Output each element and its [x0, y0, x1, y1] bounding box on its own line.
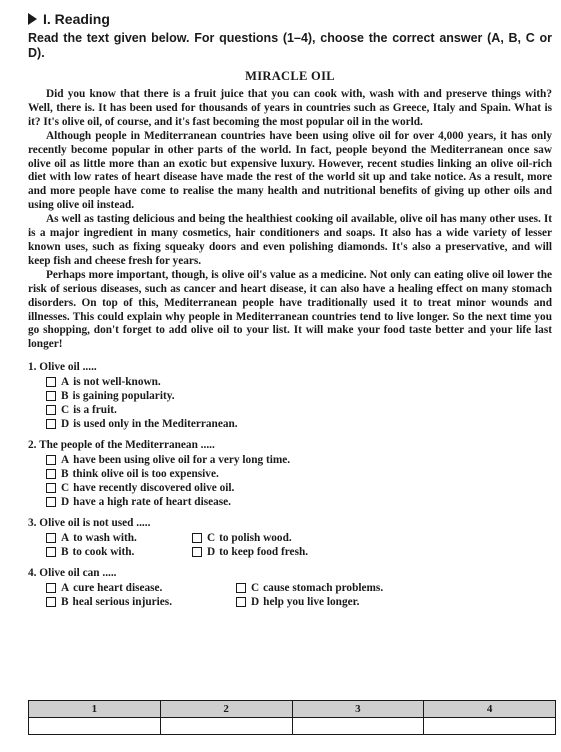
- checkbox-icon[interactable]: [46, 547, 56, 557]
- question-stem: 2. The people of the Mediterranean .....: [28, 439, 215, 452]
- checkbox-icon[interactable]: [46, 455, 56, 465]
- checkbox-icon[interactable]: [236, 583, 246, 593]
- option-2b[interactable]: B think olive oil is too expensive.: [46, 467, 552, 481]
- option-1d[interactable]: D is used only in the Mediterranean.: [46, 417, 552, 431]
- answer-cell-3[interactable]: [292, 718, 424, 735]
- checkbox-icon[interactable]: [46, 483, 56, 493]
- option-4a[interactable]: A cure heart disease.: [46, 581, 236, 595]
- answer-cell-4[interactable]: [424, 718, 556, 735]
- option-3d[interactable]: D to keep food fresh.: [192, 545, 392, 559]
- question-1: [28, 360, 552, 431]
- paragraph-3: As well as tasting delicious and being the healthiest cooking oil available, olive oil has many other uses. It is a major ingredient in many cosmetics, hair conditioners and soaps. It also has a wide variety of lesser known uses, such as fixing squeaky doors and even polishing diamonds. It's also a preservative, and will keep fish and cheese fresh for years.: [28, 213, 552, 267]
- option-1b[interactable]: B is gaining popularity.: [46, 389, 552, 403]
- question-4: [28, 566, 552, 609]
- option-3b[interactable]: B to cook with.: [46, 545, 192, 559]
- checkbox-icon[interactable]: [46, 469, 56, 479]
- option-3c[interactable]: C to polish wood.: [192, 531, 392, 545]
- option-4d[interactable]: D help you live longer.: [236, 595, 436, 609]
- question-stem: 1. Olive oil .....: [28, 361, 97, 374]
- answer-header-1: 1: [29, 701, 161, 718]
- option-1a[interactable]: A is not well-known.: [46, 375, 552, 389]
- option-2c[interactable]: C have recently discovered olive oil.: [46, 481, 552, 495]
- paragraph-1: Did you know that there is a fruit juice that you can cook with, wash with and preserve things with? Well, there is. It has been used for thousands of years in countries such as Greece, Italy and Spain. What is it? It's olive oil, of course, and it's fast becoming the most popular oil in the world.: [28, 88, 552, 128]
- option-2d[interactable]: D have a high rate of heart disease.: [46, 495, 552, 509]
- question-stem: 4. Olive oil can .....: [28, 567, 117, 580]
- section-heading: [28, 10, 552, 28]
- checkbox-icon[interactable]: [46, 533, 56, 543]
- checkbox-icon[interactable]: [46, 405, 56, 415]
- option-4c[interactable]: C cause stomach problems.: [236, 581, 436, 595]
- checkbox-icon[interactable]: [46, 377, 56, 387]
- checkbox-icon[interactable]: [192, 547, 202, 557]
- text-title: MIRACLE OIL: [245, 69, 335, 83]
- checkbox-icon[interactable]: [46, 583, 56, 593]
- checkbox-icon[interactable]: [192, 533, 202, 543]
- play-triangle-icon: [28, 13, 37, 25]
- question-3: [28, 516, 552, 559]
- option-3a[interactable]: A to wash with.: [46, 531, 192, 545]
- questions: [28, 360, 552, 609]
- answer-cell-2[interactable]: [160, 718, 292, 735]
- answer-header-3: 3: [292, 701, 424, 718]
- section-heading-label: I. Reading: [43, 11, 110, 27]
- paragraph-4: Perhaps more important, though, is olive oil's value as a medicine. Not only can eating olive oil lower the risk of serious diseases, such as cancer and heart disease, it can also have a healing effect on many stomach disorders. On top of this, Mediterranean people have traditionally used it to treat minor wounds and illnesses. This could explain why people in Mediterranean countries tend to live longer. So the next time you go shopping, don't forget to add olive oil to your list. It will make your food taste better and your life last longer!: [28, 268, 552, 351]
- answer-header-4: 4: [424, 701, 556, 718]
- option-2a[interactable]: A have been using olive oil for a very long time.: [46, 453, 552, 467]
- answer-header-2: 2: [160, 701, 292, 718]
- checkbox-icon[interactable]: [46, 497, 56, 507]
- answer-row: [29, 718, 556, 735]
- answer-table-header: [29, 701, 556, 718]
- question-stem: 3. Olive oil is not used .....: [28, 517, 151, 530]
- answer-cell-1[interactable]: [29, 718, 161, 735]
- checkbox-icon[interactable]: [46, 597, 56, 607]
- checkbox-icon[interactable]: [236, 597, 246, 607]
- paragraph-2: Although people in Mediterranean countries have been using olive oil for over 4,000 years, it has only recently become popular in other parts of the world. In fact, people beyond the Mediterranean once saw olive oil as little more than an exotic but expensive luxury. However, recent studies linking an olive oil-rich diet with low rates of heart disease have made the rest of the world sit up and take notice. As a result, more and more people have come to realise the many health and nutritional benefits of giving up other oils and using olive oil instead.: [28, 129, 552, 212]
- checkbox-icon[interactable]: [46, 419, 56, 429]
- option-4b[interactable]: B heal serious injuries.: [46, 595, 236, 609]
- worksheet: [28, 10, 552, 616]
- question-2: [28, 438, 552, 509]
- option-1c[interactable]: C is a fruit.: [46, 403, 552, 417]
- checkbox-icon[interactable]: [46, 391, 56, 401]
- instructions: Read the text given below. For questions (1–4), choose the correct answer (A, B, C or D).: [28, 31, 552, 60]
- answer-table: [28, 700, 556, 735]
